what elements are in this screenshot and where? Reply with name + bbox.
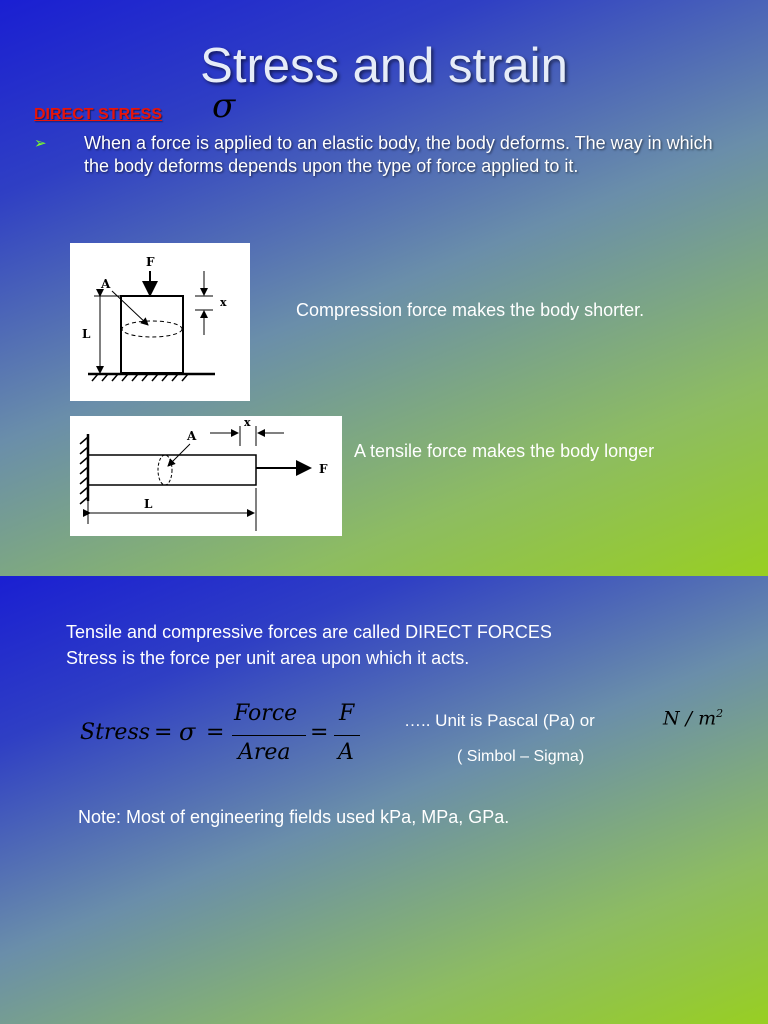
length-dimension — [94, 296, 120, 373]
bullet-arrow-icon: ➢ — [34, 135, 47, 152]
bar-shape — [88, 455, 256, 485]
compression-caption: Compression force makes the body shorter. — [296, 300, 645, 320]
fraction-bar-1 — [232, 735, 306, 736]
ground-hatch — [88, 374, 215, 381]
area-label: A — [101, 277, 111, 291]
engineering-note: Note: Most of engineering fields used kPa, MPa, GPa. — [78, 807, 510, 827]
formula-eq2: = — [206, 720, 225, 745]
slide-title: Stress and strain — [200, 39, 568, 93]
force-label: F — [319, 462, 328, 476]
fraction-bar-2 — [334, 735, 360, 736]
block-shape — [121, 296, 183, 373]
formula-sigma: σ — [179, 718, 196, 746]
area-label: A — [187, 429, 197, 443]
deformation-dimension — [210, 426, 284, 446]
formula-den2: A — [338, 740, 354, 765]
formula-eq3: = — [310, 720, 329, 745]
unit-symbol-base: N / m — [663, 707, 717, 730]
tension-caption: A tensile force makes the body longer — [354, 441, 655, 461]
stress-definition-line: Stress is the force per unit area upon which it acts. — [66, 648, 470, 668]
direct-forces-line: Tensile and compressive forces are called DIRECT FORCES — [66, 622, 552, 642]
deformation-dimension — [195, 271, 213, 335]
stress-formula — [80, 698, 380, 770]
wall-hatch — [80, 434, 88, 504]
tension-diagram — [70, 416, 342, 536]
sigma-symbol: σ — [212, 86, 236, 126]
formula-num1: Force — [234, 701, 298, 726]
length-dimension — [88, 488, 256, 531]
deformation-label: x — [244, 416, 251, 429]
simbol-note: ( Simbol – Sigma) — [457, 748, 585, 765]
unit-symbol-exponent: 2 — [716, 707, 724, 720]
formula-lhs: Stress — [80, 720, 151, 745]
bullet-paragraph: When a force is applied to an elastic body, the body deforms. The way in which the body deforms depends upon the type of force applied to it. — [84, 133, 713, 176]
force-label: F — [146, 255, 155, 269]
compression-diagram — [70, 243, 250, 401]
direct-stress-heading: DIRECT STRESS — [34, 106, 163, 123]
formula-den1: Area — [238, 740, 291, 765]
deformation-label: x — [220, 296, 227, 309]
length-label: L — [144, 497, 153, 511]
formula-num2: F — [339, 701, 355, 726]
unit-symbol — [663, 707, 723, 729]
formula-eq1: = — [154, 720, 173, 745]
length-label: L — [82, 327, 91, 341]
unit-text: ….. Unit is Pascal (Pa) or — [404, 711, 595, 730]
